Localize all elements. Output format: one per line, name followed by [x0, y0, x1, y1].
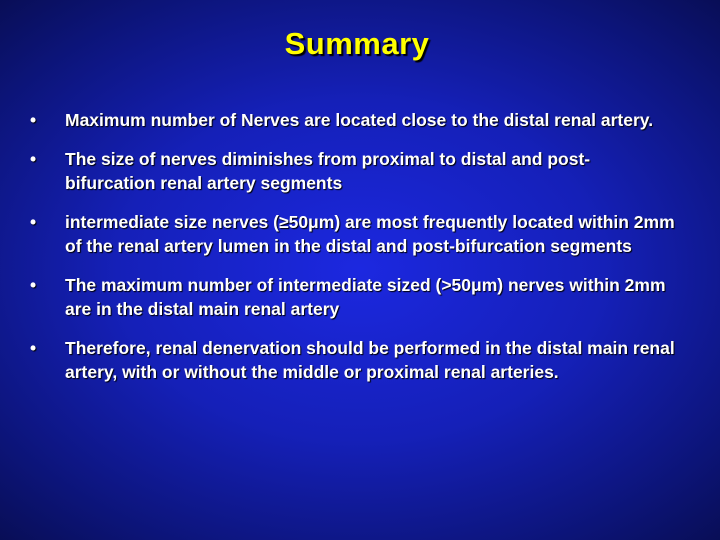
- bullet-icon: •: [30, 110, 37, 130]
- bullet-text: Maximum number of Nerves are located close to the distal renal artery.: [65, 110, 654, 130]
- bullet-item: [30, 210, 680, 258]
- bullet-text: The size of nerves diminishes from proximal to distal and post-bifurcation renal artery segments: [65, 149, 591, 193]
- bullet-icon: •: [30, 212, 37, 232]
- bullet-item: [30, 108, 680, 132]
- bullet-icon: •: [30, 149, 37, 169]
- bullet-text: Therefore, renal denervation should be performed in the distal main renal artery, with or without the middle or proximal renal arteries.: [65, 338, 675, 382]
- bullet-item: [30, 147, 680, 195]
- bullet-list: [30, 108, 680, 399]
- slide-title: Summary: [284, 26, 430, 61]
- bullet-item: [30, 273, 680, 321]
- bullet-item: [30, 336, 680, 384]
- bullet-text: The maximum number of intermediate sized (>50μm) nerves within 2mm are in the distal main renal artery: [65, 275, 666, 319]
- bullet-icon: •: [30, 275, 37, 295]
- bullet-icon: •: [30, 338, 37, 358]
- bullet-text: intermediate size nerves (≥50μm) are most frequently located within 2mm of the renal artery lumen in the distal and post-bifurcation segments: [65, 212, 675, 256]
